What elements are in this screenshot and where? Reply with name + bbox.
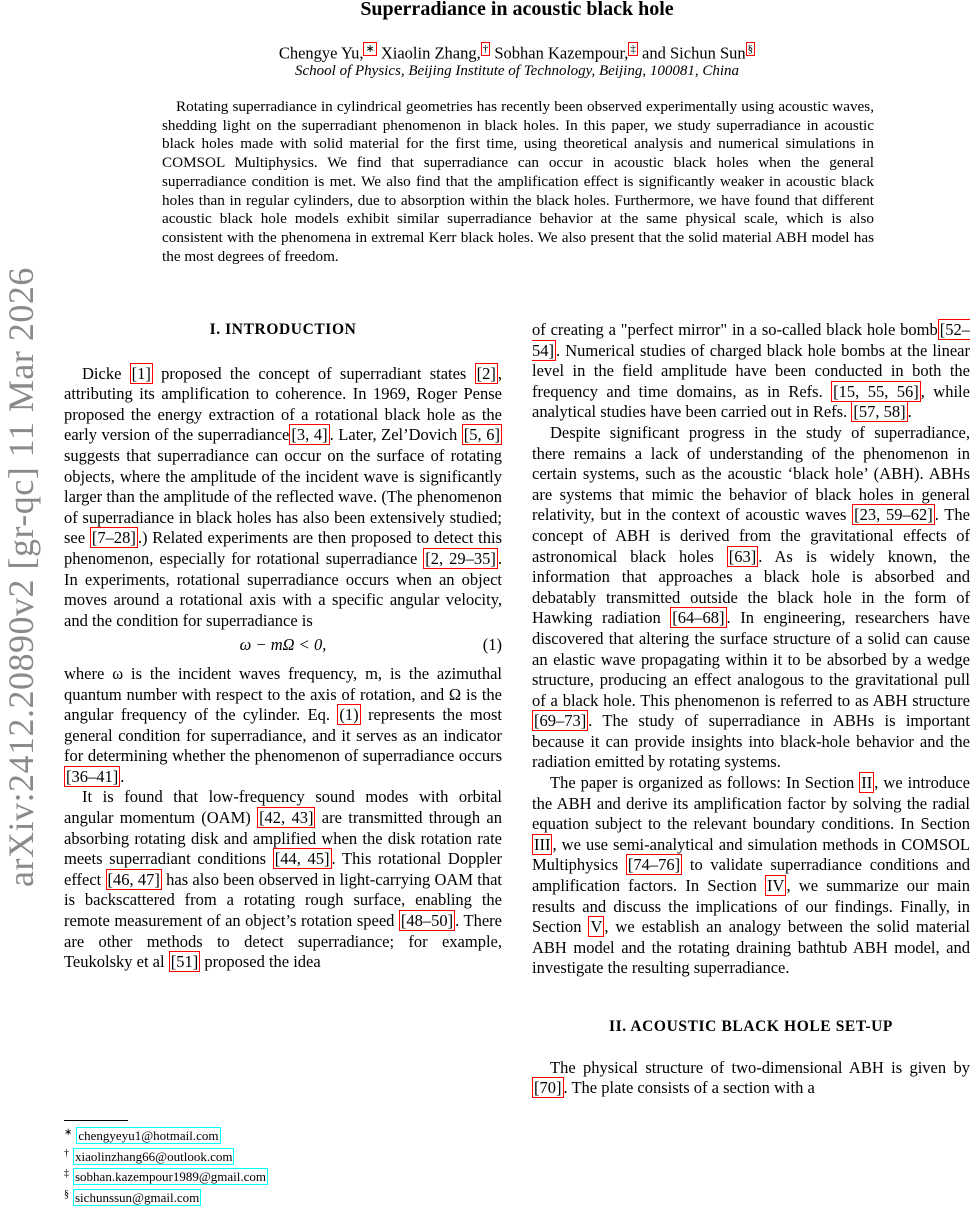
left-column bbox=[64, 320, 502, 973]
citation-link[interactable]: [64–68] bbox=[672, 608, 725, 628]
author-footnote-link[interactable]: § bbox=[747, 43, 754, 55]
citation-link[interactable]: [2] bbox=[476, 363, 496, 383]
section-link[interactable]: V bbox=[590, 917, 603, 937]
citation-link[interactable]: [46, 47] bbox=[107, 869, 160, 889]
footnote: ∗ chengyeyu1@hotmail.com bbox=[64, 1127, 219, 1144]
author-footnote-link[interactable]: ‡ bbox=[630, 43, 636, 55]
citation-link[interactable]: [63] bbox=[728, 546, 757, 566]
footnotes bbox=[64, 1124, 268, 1206]
citation-link[interactable]: [69–73] bbox=[534, 711, 587, 731]
author-footnote-link[interactable]: † bbox=[482, 43, 489, 55]
equation-number: (1) bbox=[482, 635, 502, 655]
citation-link[interactable]: [51] bbox=[170, 952, 199, 972]
paper-title: Superradiance in acoustic black hole bbox=[360, 0, 674, 20]
email-link[interactable]: sobhan.kazempour1989@gmail.com bbox=[75, 1169, 267, 1185]
paragraph: Dicke [1] proposed the concept of superradiant states [2] , attributing its amplification to coherence. In 1969, Roger Pense proposed the energy extraction of a rotational black hole as the early version of the superradiance [3, 4] . Later, Zel’Dovich [5, 6] suggests that superradiance can occur on the surface of rotating objects, where the amplitude of the incident wave is significantly larger than the amplitude of the reflected wave. (The phenomenon of superradiance in black holes has also been extensively studied; see [7–28] .) Related experiments are then proposed to detect this phenomenon, especially for rotational superradiance [2, 29–35] . In experiments, rotational superradiance occurs when an object moves around a rotational axis with a specific angular velocity, and the condition for superradiance is bbox=[64, 363, 502, 630]
citation-link[interactable]: [36–41] bbox=[66, 766, 119, 786]
citation-link[interactable]: [5, 6] bbox=[463, 425, 500, 445]
citation-link[interactable]: [1] bbox=[131, 363, 151, 383]
citation-link[interactable]: [15, 55, 56] bbox=[833, 381, 919, 401]
section-link[interactable]: II bbox=[861, 773, 873, 793]
author-name: Xiaolin Zhang, bbox=[380, 43, 481, 63]
email-link[interactable]: xiaolinzhang66@outlook.com bbox=[75, 1148, 233, 1164]
right-column bbox=[532, 320, 970, 1099]
footnote-rule bbox=[64, 1120, 128, 1121]
section-link[interactable]: IV bbox=[767, 876, 785, 896]
citation-link[interactable]: [74–76] bbox=[627, 855, 681, 875]
email-link[interactable]: chengyeyu1@hotmail.com bbox=[78, 1128, 219, 1144]
section-heading-introduction: I. INTRODUCTION bbox=[209, 321, 357, 338]
citation-link[interactable]: [44, 45] bbox=[274, 849, 330, 869]
footnote: § sichunssun@gmail.com bbox=[64, 1188, 200, 1205]
equation-link[interactable]: (1) bbox=[339, 705, 359, 725]
citation-link[interactable]: [52–54] bbox=[532, 320, 970, 360]
footnote: † xiaolinzhang66@outlook.com bbox=[64, 1147, 233, 1164]
author-name: Chengye Yu, bbox=[278, 43, 364, 63]
footnote: ‡ sobhan.kazempour1989@gmail.com bbox=[64, 1168, 267, 1185]
arxiv-side-stamp: arXiv:2412.20890v2 [gr-qc] 11 Mar 2026 bbox=[1, 267, 41, 887]
paragraph: The paper is organized as follows: In Section II , we introduce the ABH and derive its amplification factor by solving the radial equation subject to the relevant boundary conditions. In Section III , we use semi-analytical and simulation methods in COMSOL Multiphysics [74–76] to validate superradiance conditions and amplification factors. In Section IV , we summarize our main results and discuss the implications of our findings. Finally, in Section V , we establish an analogy between the solid material ABH model and the rotating draining bathtub ABH model, and investigate the resulting superradiance. bbox=[532, 773, 970, 978]
author-name: and Sichun Sun bbox=[642, 43, 746, 63]
citation-link[interactable]: [7–28] bbox=[91, 528, 136, 548]
author-list bbox=[0, 42, 971, 64]
author-footnote-link[interactable]: ∗ bbox=[365, 43, 375, 55]
equation-body: ω − mΩ < 0, bbox=[239, 635, 327, 655]
citation-link[interactable]: [42, 43] bbox=[259, 808, 314, 828]
abstract: Rotating superradiance in cylindrical geometries has recently been observed experimentally using acoustic waves, shedding light on the superradiant phenomenon in black holes. In this paper, we study superradiance in acoustic black holes made with solid material for the first time, using theoretical analysis and numerical simulations in COMSOL Multiphysics. We find that superradiance can occur in acoustic black holes when the general superradiance condition is met. We also find that the amplification effect is significantly weaker in acoustic black holes than in regular cylinders, due to absorption within the black holes. Furthermore, we have found that different acoustic black hole models exhibit similar superradiance behavior at the same physical scale, which is also consistent with the phenomena in extremal Kerr black holes. We also present that the solid material ABH model has the most degrees of freedom. bbox=[162, 98, 874, 265]
paragraph: of creating a "perfect mirror" in a so-called black hole bomb [52–54] . Numerical studies of charged black hole bombs at the linear level in the field amplitude have been conducted in both the frequency and time domains, as in Refs. [15, 55, 56] , while analytical studies have been carried out in Refs. [57, 58] . bbox=[532, 320, 970, 422]
section-heading-abh-setup: II. ACOUSTIC BLACK HOLE SET-UP bbox=[608, 1018, 893, 1035]
citation-link[interactable]: [57, 58] bbox=[853, 402, 906, 422]
email-link[interactable]: sichunssun@gmail.com bbox=[75, 1189, 200, 1205]
citation-link[interactable]: [3, 4] bbox=[291, 425, 328, 445]
equation-1 bbox=[64, 635, 502, 656]
paragraph: It is found that low-frequency sound modes with orbital angular momentum (OAM) [42, 43] are transmitted through an absorbing rotating disk and amplified when the disk rotation rate meets superradiant conditions [44, 45] . This rotational Doppler effect [46, 47] has also been observed in light-carrying OAM that is backscattered from a rotating rough surface, enabling the remote measurement of an object’s rotation speed [48–50] . There are other methods to detect superradiance; for example, Teukolsky et al [51] proposed the idea bbox=[64, 787, 502, 972]
affiliation: School of Physics, Beijing Institute of Technology, Beijing, 100081, China bbox=[295, 63, 739, 79]
author-name: Sobhan Kazempour, bbox=[494, 43, 629, 63]
citation-link[interactable]: [48–50] bbox=[400, 911, 454, 931]
section-link[interactable]: III bbox=[534, 834, 551, 854]
citation-link[interactable]: [70] bbox=[534, 1078, 562, 1098]
citation-link[interactable]: [2, 29–35] bbox=[425, 548, 496, 568]
paragraph: Despite significant progress in the study of superradiance, there remains a lack of understanding of the phenomenon in certain systems, such as the acoustic ‘black hole’ (ABH). ABHs are systems that mimic the behavior of black holes in general relativity, but in the context of acoustic waves [23, 59–62] . The concept of ABH is derived from the gravitational effects of astronomical black holes [63] . As is widely known, the information that approaches a black hole is absorbed and debatably transmitted outside the black hole in the form of Hawking radiation [64–68] . In engineering, researchers have discovered that altering the surface structure of a solid can cause an elastic wave propagating within it to be absorbed by a wedge structure, producing an effect analogous to the gravitational pull of a black hole. This phenomenon is referred to as ABH structure [69–73] . The study of superradiance in ABHs is important because it can provide insights into black-hole behavior and the radiation emitted by rotating systems. bbox=[532, 422, 970, 772]
citation-link[interactable]: [23, 59–62] bbox=[854, 505, 933, 525]
paragraph: The physical structure of two-dimensional ABH is given by [70] . The plate consists of a section with a bbox=[534, 1057, 970, 1098]
paragraph: where ω is the incident waves frequency, m, is the azimuthal quantum number with respect to the axis of rotation, and Ω is the angular frequency of the cylinder. Eq. (1) represents the most general condition for superradiance, and it serves as an indicator for determining whether the phenomenon of superradiance occurs [36–41] . bbox=[64, 663, 502, 786]
